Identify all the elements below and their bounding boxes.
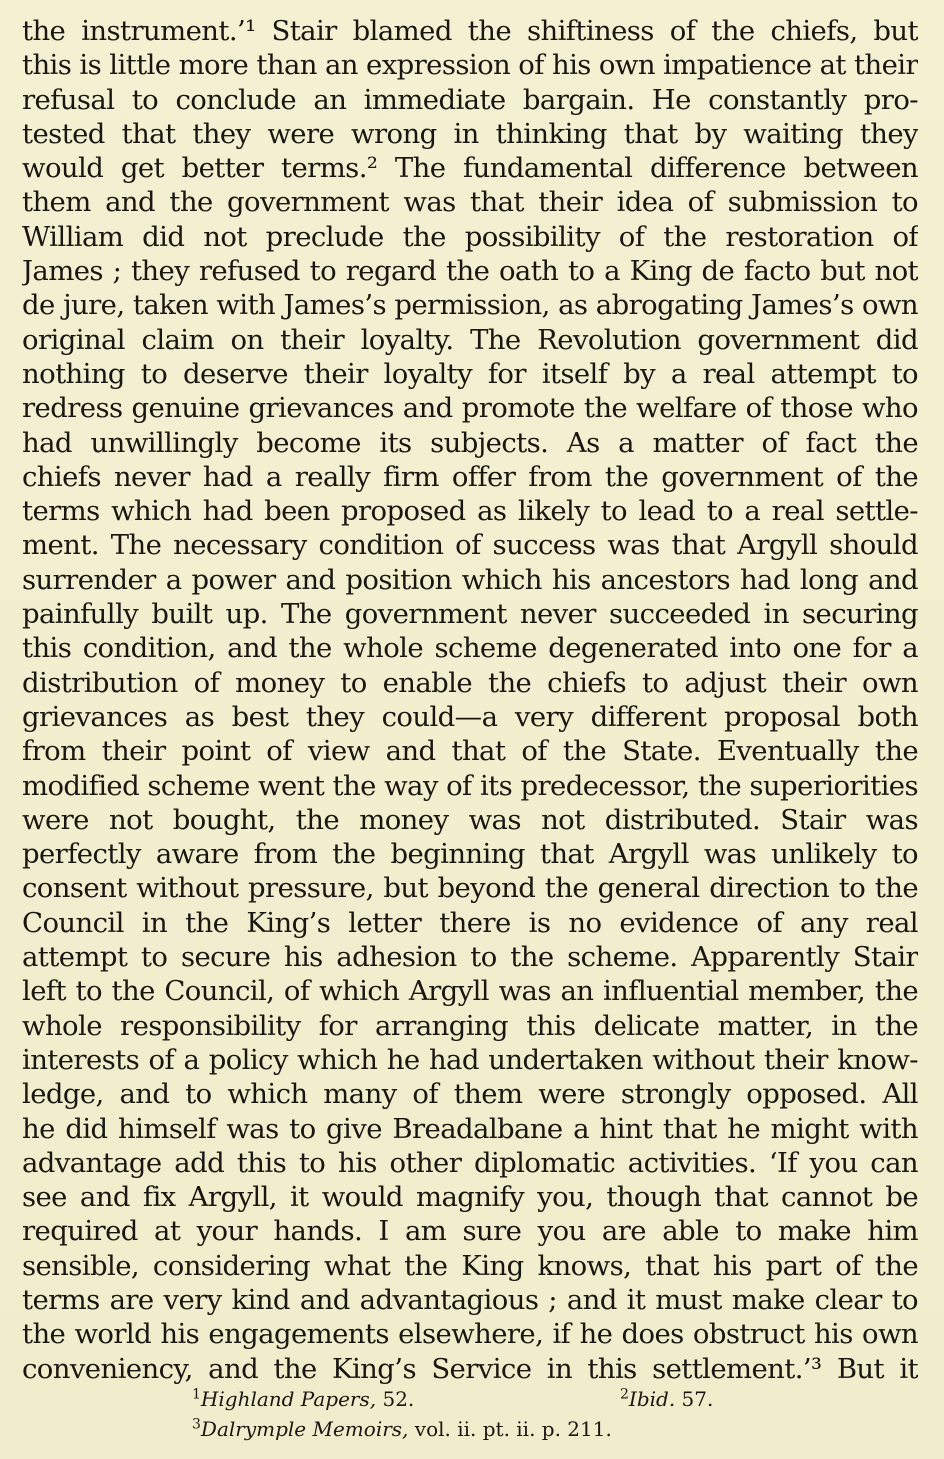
footnote-1-ref: 52. xyxy=(376,1387,415,1411)
text-line-36: required at your hands. I am sure you are able to make him xyxy=(22,1215,918,1248)
text-line-30: whole responsibility for arranging this delicate matter, in the xyxy=(22,1009,918,1042)
text-line-3: refusal to conclude an immediate bargain. He constantly pro- xyxy=(22,83,918,116)
text-line-38: terms are very kind and advantagious ; and it must make clear to xyxy=(22,1283,918,1316)
text-line-8: James ; they refused to regard the oath to a King de facto but not xyxy=(22,255,918,288)
footnote-3-ref: vol. ii. pt. ii. p. 211. xyxy=(408,1417,612,1441)
text-line-40: conveniency, and the King’s Service in this settlement.’³ But it xyxy=(22,1352,918,1385)
text-line-23: modified scheme went the way of its predecessor, the superiorities xyxy=(22,769,918,802)
text-line-17: surrender a power and position which his ancestors had long and xyxy=(22,563,918,596)
text-line-10: original claim on their loyalty. The Revolution government did xyxy=(22,323,918,356)
text-line-29: left to the Council, of which Argyll was an influential member, the xyxy=(22,975,918,1008)
text-line-13: had unwillingly become its subjects. As a matter of fact the xyxy=(22,426,918,459)
text-line-19: this condition, and the whole scheme degenerated into one for a xyxy=(22,632,918,665)
text-line-18: painfully built up. The government never succeeded in securing xyxy=(22,598,918,631)
text-line-14: chiefs never had a really firm offer from the government of the xyxy=(22,460,918,493)
text-line-32: ledge, and to which many of them were strongly opposed. All xyxy=(22,1078,918,1111)
text-line-33: he did himself was to give Breadalbane a hint that he might with xyxy=(22,1112,918,1145)
text-line-5: would get better terms.² The fundamental difference between xyxy=(22,152,918,185)
text-line-31: interests of a policy which he had undertaken without their know- xyxy=(22,1043,918,1076)
text-line-27: Council in the King’s letter there is no evidence of any real xyxy=(22,906,918,939)
text-line-12: redress genuine grievances and promote the welfare of those who xyxy=(22,392,918,425)
text-line-24: were not bought, the money was not distributed. Stair was xyxy=(22,803,918,836)
footnote-3-marker: 3 xyxy=(192,1416,201,1433)
text-line-26: consent without pressure, but beyond the general direction to the xyxy=(22,872,918,905)
footnote-2-marker: 2 xyxy=(620,1386,629,1403)
footnote-2-ref: 57. xyxy=(675,1387,714,1411)
text-line-11: nothing to deserve their loyalty for itself by a real attempt to xyxy=(22,357,918,390)
footnote-3 xyxy=(192,1414,612,1444)
footnote-row-2 xyxy=(0,1414,944,1444)
body-paragraph xyxy=(22,14,918,1386)
footnote-1-title: Highland Papers, xyxy=(200,1387,377,1411)
footnote-3-title: Dalrymple Memoirs, xyxy=(200,1417,409,1441)
text-line-34: advantage add this to his other diplomatic activities. ‘If you can xyxy=(22,1146,918,1179)
footnote-2 xyxy=(620,1384,713,1414)
text-line-35: see and fix Argyll, it would magnify you, though that cannot be xyxy=(22,1181,918,1214)
footnotes xyxy=(0,1384,944,1444)
text-line-28: attempt to secure his adhesion to the scheme. Apparently Stair xyxy=(22,941,918,974)
text-line-1: the instrument.’¹ Stair blamed the shiftiness of the chiefs, but xyxy=(22,15,918,47)
text-line-2: this is little more than an expression of his own impatience at their xyxy=(22,49,918,82)
text-line-39: the world his engagements elsewhere, if he does obstruct his own xyxy=(22,1318,918,1351)
footnote-2-title: Ibid. xyxy=(628,1387,676,1411)
text-line-22: from their point of view and that of the State. Eventually the xyxy=(22,735,918,768)
footnote-1 xyxy=(192,1384,414,1414)
text-line-20: distribution of money to enable the chiefs to adjust their own xyxy=(22,666,918,699)
text-line-25: perfectly aware from the beginning that Argyll was unlikely to xyxy=(22,838,918,871)
footnote-row-1 xyxy=(0,1384,944,1414)
text-line-7: William did not preclude the possibility of the restoration of xyxy=(22,220,918,253)
text-line-15: terms which had been proposed as likely to lead to a real settle- xyxy=(22,495,918,528)
text-line-9: de jure, taken with James’s permission, as abrogating James’s own xyxy=(22,289,918,322)
text-line-16: ment. The necessary condition of success was that Argyll should xyxy=(22,529,918,562)
text-line-4: tested that they were wrong in thinking that by waiting they xyxy=(22,117,918,150)
text-line-21: grievances as best they could—a very different proposal both xyxy=(22,700,918,733)
footnote-1-marker: 1 xyxy=(192,1386,201,1403)
text-line-6: them and the government was that their idea of submission to xyxy=(22,186,918,219)
text-line-37: sensible, considering what the King knows, that his part of the xyxy=(22,1249,918,1282)
